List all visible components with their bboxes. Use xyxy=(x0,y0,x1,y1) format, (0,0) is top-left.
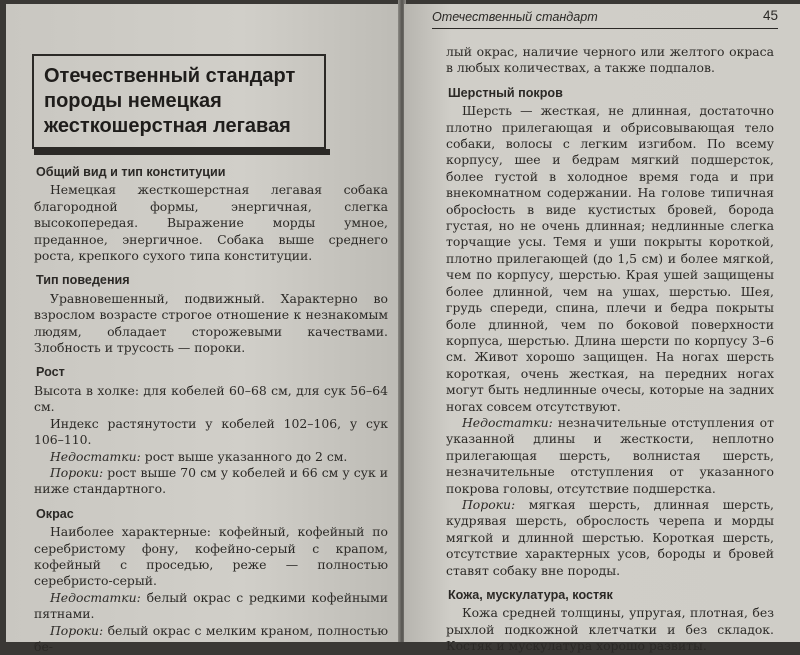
vices-text: белый окрас с мелким краном, полностью бе- xyxy=(34,622,388,654)
section-heading-general: Общий вид и тип конституции xyxy=(36,165,226,179)
vices-text: рост выше 70 см у кобелей и 66 см у сук и ниже стандартного. xyxy=(34,464,388,497)
chapter-title-line-1: Отечественный стандарт xyxy=(44,65,296,87)
vices-label: Пороки: xyxy=(50,464,104,480)
flaws-label: Недостатки: xyxy=(462,414,553,430)
flaws-text: незначительные отступления от указанной длины и жесткости, неплотно прилегающая шерсть, волнистая шерсть, незначительные отступления от указанного покрова головы, отсутствие подшерстка. xyxy=(446,414,774,496)
height-paragraph-2: Индекс растянутости у кобелей 102–106, у сук 106–110. xyxy=(34,415,388,448)
chapter-title-box xyxy=(32,54,326,149)
coat-flaws xyxy=(446,415,774,497)
right-page-body xyxy=(446,44,774,655)
vices-label: Пороки: xyxy=(50,622,104,638)
section-heading-behavior: Тип поведения xyxy=(36,273,130,288)
behavior-paragraph: Уравновешенный, подвижный. Характерно во взрослом возрасте строгое отношение к незнакомым людям, обладает сторожевыми качествами. Злобность и трусость — пороки. xyxy=(34,290,388,356)
left-page xyxy=(6,4,400,654)
left-page-body xyxy=(34,164,388,655)
coat-paragraph: Шерсть — жесткая, не длинная, достаточно плотно прилегающая и обрисовывающая тело собаки, волосы с легким изгибом. По всему корпусу, шее и бедрам мягкий подшерсток, более густой в холодное время года и при внекомнатном содержании. На голове типичная обросłость в виде кустистых бровей, борода густая, но не очень длинная; недлинные слегка торчащие усы. Темя и уши покрыты короткой, плотно прилегающей (до 1,5 см) и более мягкой, чем по корпусу, шерстью. Края ушей защищены более длинной, чем на ушах, шерстью. Шея, грудь спереди, спина, плечи и бедра покрыты боле длинной, чем по боковой поверхности корпуса, шерстью. Длина шерсти по корпусу 3–6 см. Живот хорошо защищен. На ногах шерсть короткая, очень жесткая, на передних ногах могут быть недлинные очесы, которые на задних ногах совсем отсутствуют. xyxy=(446,103,774,414)
right-page xyxy=(404,4,800,654)
continuation-paragraph: лый окрас, наличие черного или желтого окраса в любых количествах, а также подпалов. xyxy=(446,44,774,76)
coat-vices xyxy=(446,497,774,579)
running-head-title: Отечественный стандарт xyxy=(432,10,598,24)
section-heading-skin: Кожа, мускулатура, костяк xyxy=(448,588,613,602)
flaws-label: Недостатки: xyxy=(50,589,141,605)
chapter-title-line-2: породы немецкая xyxy=(44,90,222,112)
vices-label: Пороки: xyxy=(462,496,516,512)
height-paragraph-1: Высота в холке: для кобелей 60–68 см, для сук 56–64 см. xyxy=(34,382,388,415)
page-number: 45 xyxy=(762,8,778,23)
chapter-title-line-3: жесткошерстная легавая xyxy=(44,115,291,137)
running-header xyxy=(432,10,778,29)
section-heading-height: Рост xyxy=(36,365,65,380)
height-flaws xyxy=(34,449,388,465)
section-heading-coat: Шерстный покров xyxy=(448,85,563,100)
height-vices xyxy=(34,465,388,498)
section-heading-color: Окрас xyxy=(36,506,74,521)
flaws-label: Недостатки: xyxy=(50,448,141,464)
skin-paragraph: Кожа средней толщины, упругая, плотная, без рыхлой подкожной клетчатки и без складок. Костяк и мускулатура хорошо развиты. xyxy=(446,605,774,654)
color-flaws xyxy=(34,590,388,623)
vices-text: мягкая шерсть, длинная шерсть, кудрявая шерсть, оброслость черепа и морды мягкой и длинной шерстью. Короткая шерсть, отсутствие характерных усов, бороды и бровей ставят собаку вне породы. xyxy=(446,496,774,578)
general-paragraph: Немецкая жесткошерстная легавая собака благородной формы, энергичная, слегка высокопередая. Выражение морды умное, преданное, энергичное. Собака выше среднего роста, крепкого сухого типа конституции. xyxy=(34,182,388,264)
color-vices xyxy=(34,623,388,655)
flaws-text: белый окрас с редкими кофейными пятнами. xyxy=(34,589,388,622)
color-paragraph: Наиболее характерные: кофейный, кофейный по серебристому фону, кофейно-серый с крапом, кофейный с проседью, реже — полностью серебристо-серый. xyxy=(34,524,388,589)
flaws-text: рост выше указанного до 2 см. xyxy=(140,448,348,464)
